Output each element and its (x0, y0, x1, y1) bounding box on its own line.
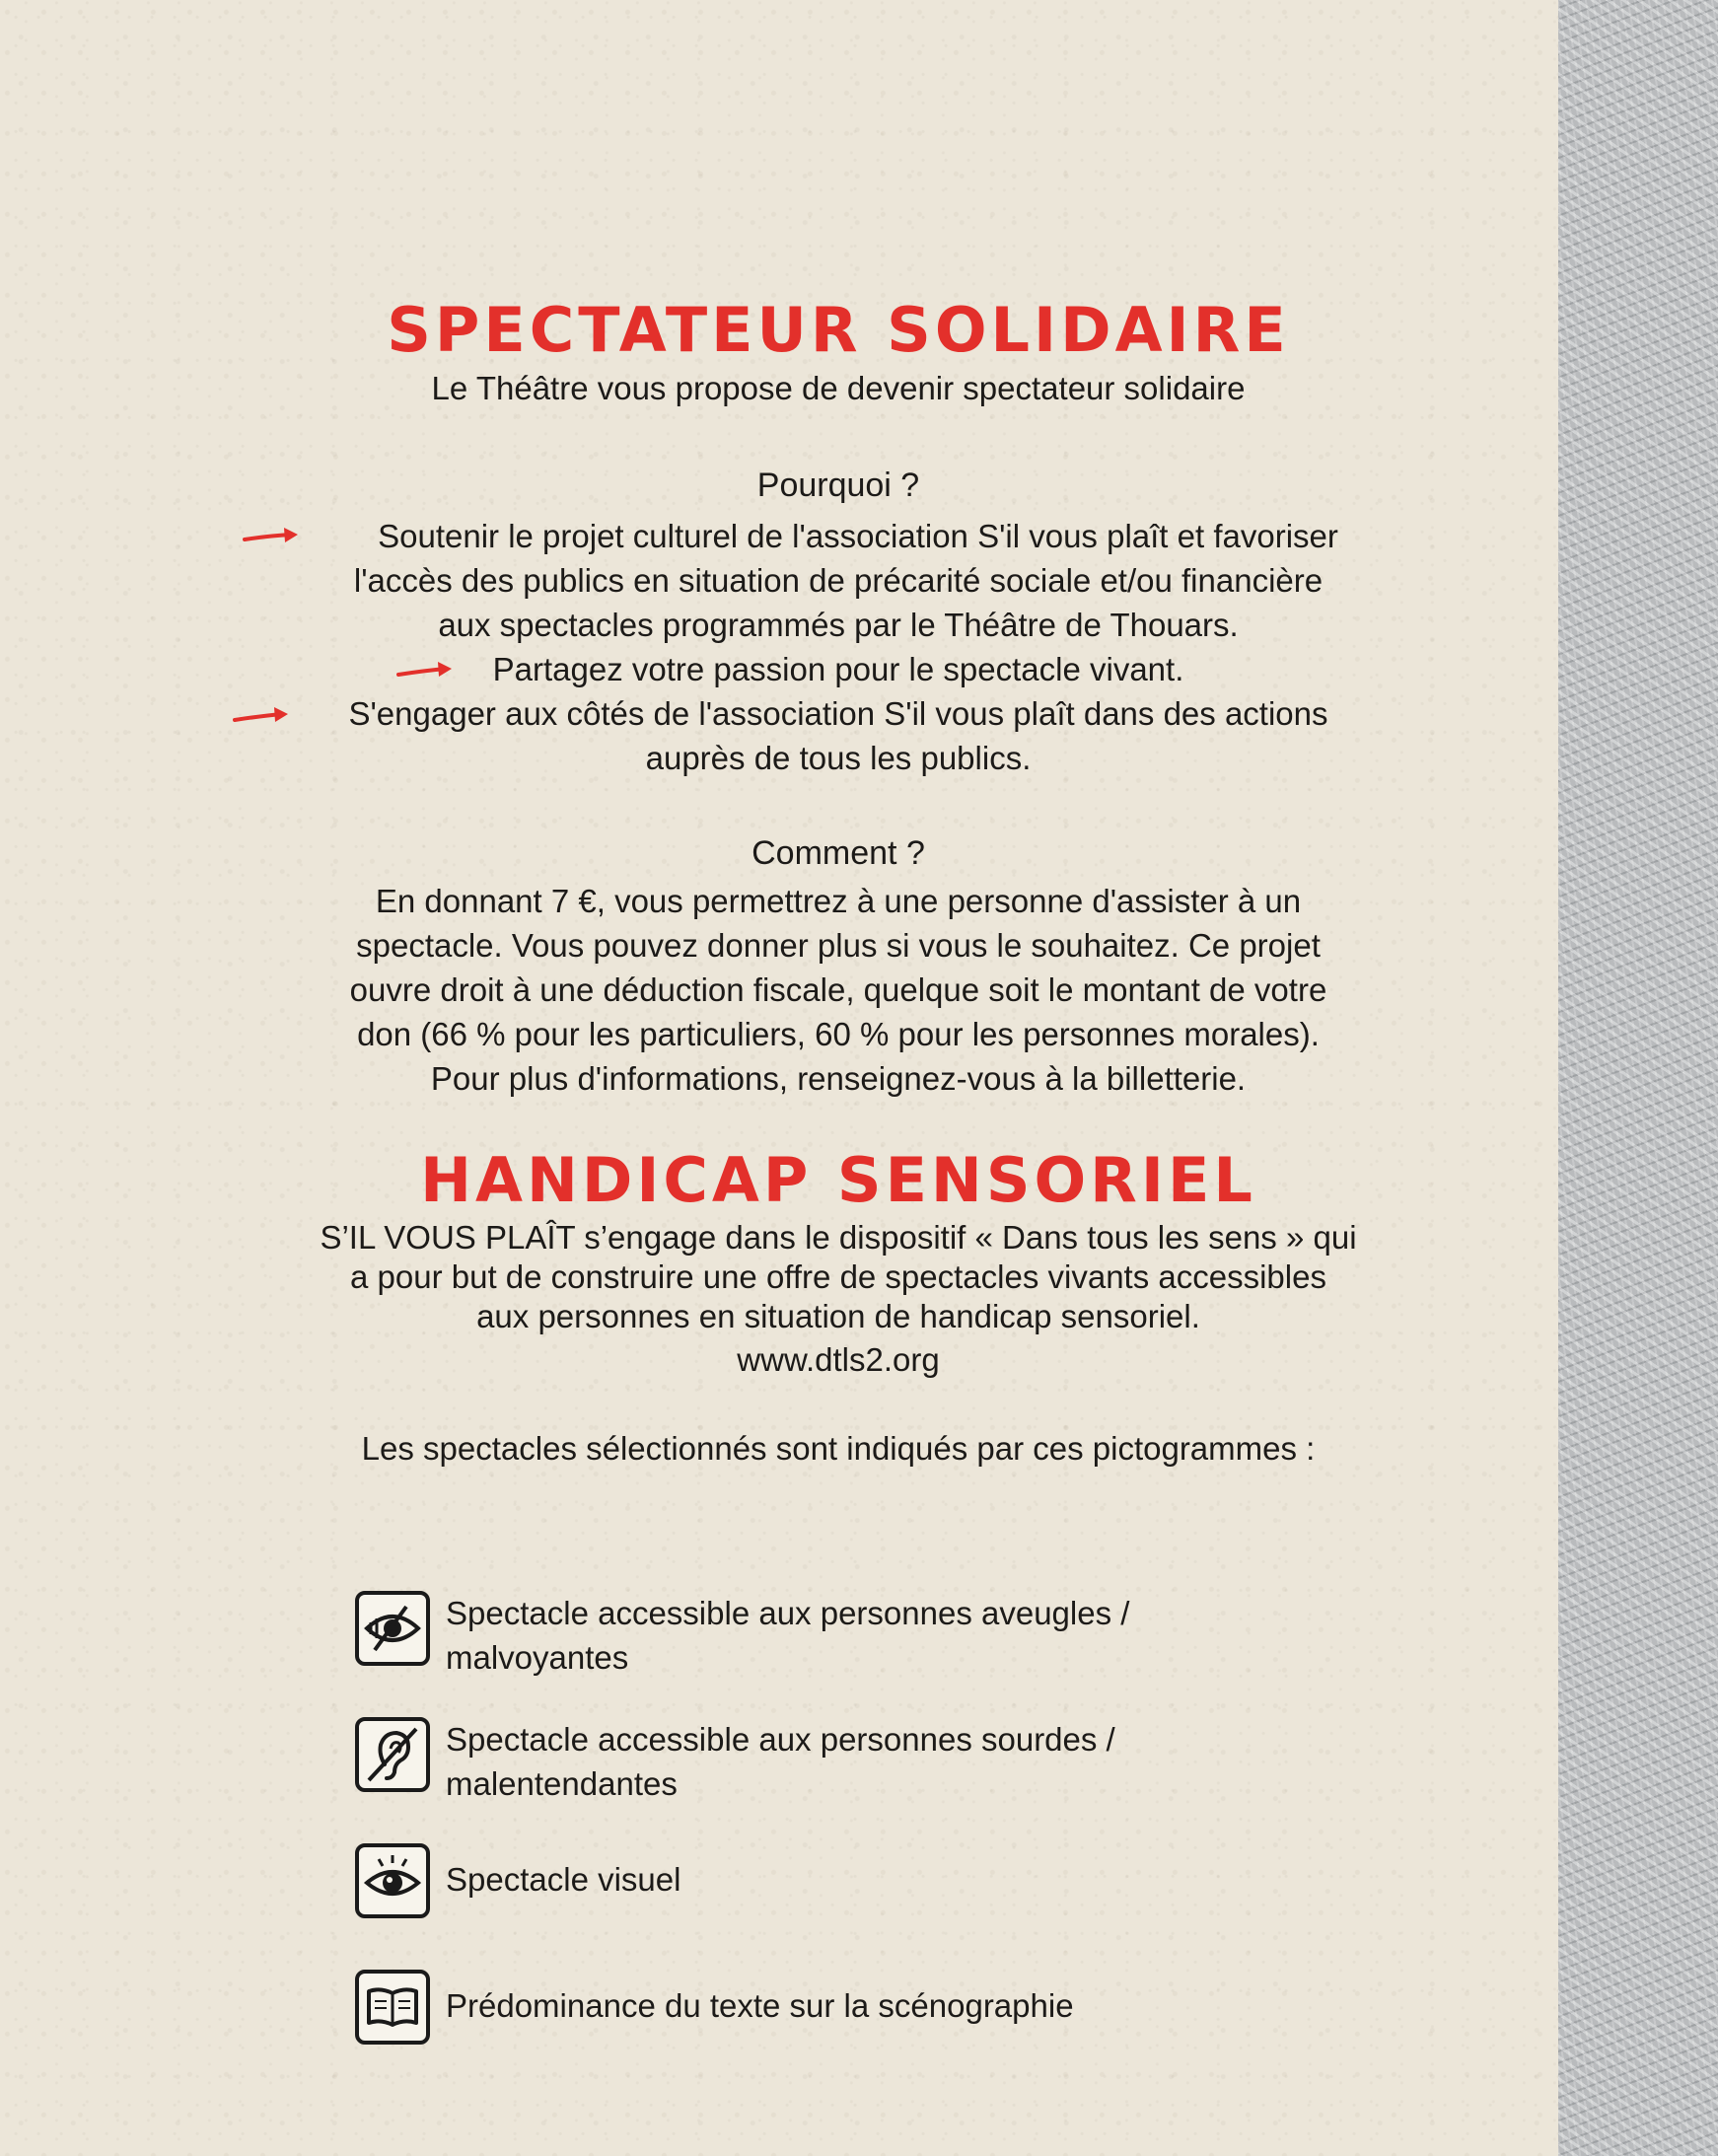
deaf-ear-icon (355, 1717, 430, 1792)
comment-line-5: Pour plus d'informations, renseignez-vous à la billetterie. (430, 1060, 1247, 1097)
picto-row-visual (355, 1843, 680, 1918)
pourquoi-line-1: Soutenir le projet culturel de l'association S'il vous plaît et favoriser (378, 518, 1338, 554)
comment-line-4: don (66 % pour les particuliers, 60 % pour les personnes morales). (357, 1016, 1320, 1052)
picto-label-line: malentendantes (446, 1765, 678, 1802)
pourquoi-line-2: l'accès des publics en situation de précarité sociale et/ou financière (353, 562, 1324, 599)
comment-line-1: En donnant 7 €, vous permettrez à une personne d'assister à un (375, 883, 1302, 919)
picto-row-text (355, 1970, 1074, 2045)
picto-row-blind (355, 1591, 1129, 1680)
red-arrow-icon (396, 659, 456, 683)
open-book-icon (355, 1970, 430, 2045)
pourquoi-line-3: aux spectacles programmés par le Théâtre de Thouars. (438, 607, 1239, 643)
pourquoi-line-6: auprès de tous les publics. (645, 740, 1032, 776)
handicap-line-1: S’IL VOUS PLAÎT s’engage dans le dispositif « Dans tous les sens » qui (320, 1219, 1357, 1256)
handicap-line-2: a pour but de construire une offre de spectacles vivants accessibles (350, 1258, 1326, 1295)
blind-eye-icon (355, 1591, 430, 1666)
solidaire-subtitle: Le Théâtre vous propose de devenir spectateur solidaire (431, 370, 1246, 406)
pourquoi-line-5: S'engager aux côtés de l'association S'il vous plaît dans des actions (348, 695, 1328, 732)
pourquoi-heading: Pourquoi ? (756, 467, 920, 504)
comment-heading: Comment ? (752, 834, 925, 872)
pourquoi-line-4: Partagez votre passion pour le spectacle vivant. (492, 651, 1184, 687)
comment-line-2: spectacle. Vous pouvez donner plus si vous le souhaitez. Ce projet (356, 927, 1321, 964)
section-title-spectateur-solidaire: SPECTATEUR SOLIDAIRE (387, 294, 1290, 366)
picto-intro: Les spectacles sélectionnés sont indiqués par ces pictogrammes : (361, 1430, 1316, 1467)
section-title-handicap-sensoriel: HANDICAP SENSORIEL (420, 1144, 1256, 1216)
picto-label-line: Prédominance du texte sur la scénographie (446, 1987, 1074, 2024)
picto-label-line: Spectacle accessible aux personnes sourdes / (446, 1721, 1115, 1758)
picto-label-line: Spectacle accessible aux personnes aveugles / (446, 1595, 1130, 1631)
visual-eye-icon (355, 1843, 430, 1918)
comment-line-3: ouvre droit à une déduction fiscale, quelque soit le montant de votre (349, 971, 1327, 1008)
picto-row-deaf (355, 1717, 1115, 1806)
red-arrow-icon (233, 704, 292, 728)
picto-label-line: malvoyantes (446, 1639, 629, 1676)
picto-label-line: Spectacle visuel (446, 1861, 681, 1898)
red-arrow-icon (243, 525, 302, 548)
handicap-website: www.dtls2.org (737, 1341, 940, 1378)
handicap-line-3: aux personnes en situation de handicap sensoriel. (476, 1298, 1200, 1334)
